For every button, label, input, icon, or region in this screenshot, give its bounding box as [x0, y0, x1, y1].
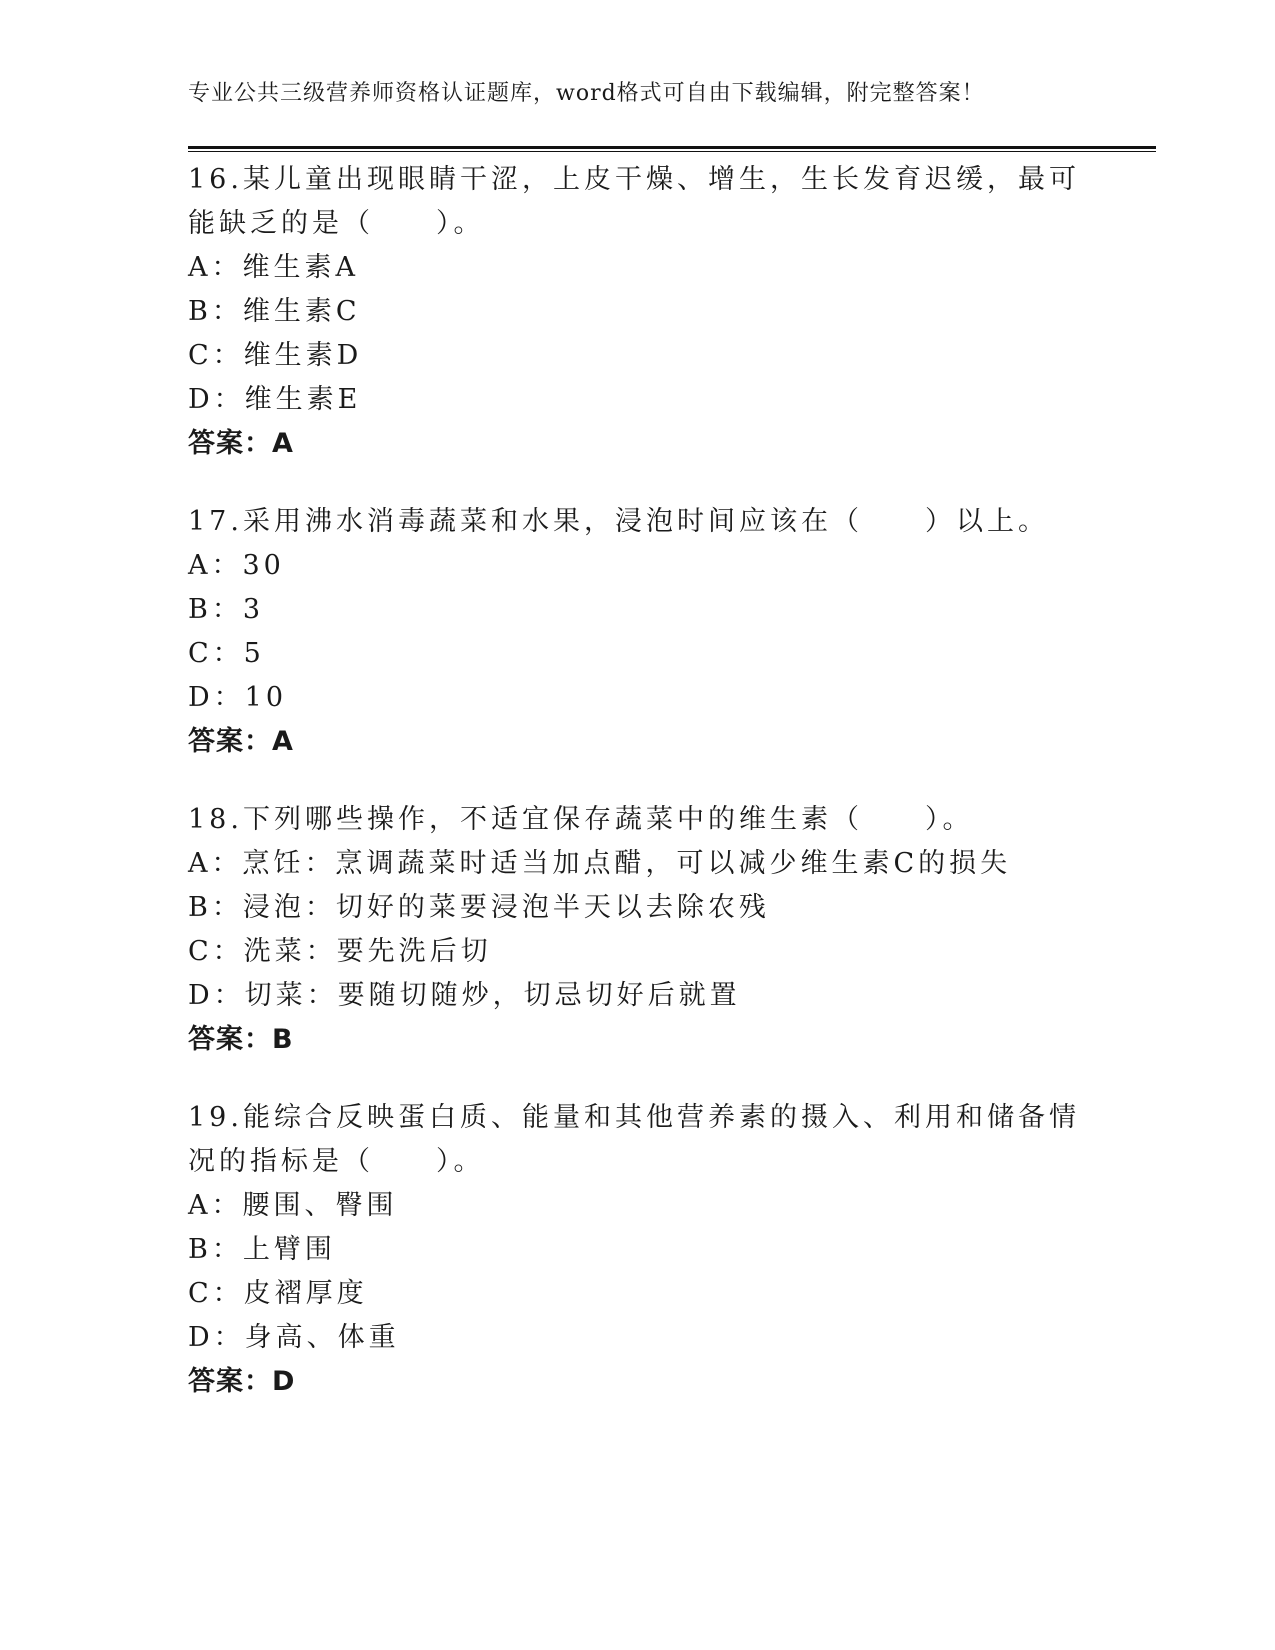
option-b: B：上臂围: [188, 1234, 336, 1265]
option-d: D：维生素E: [188, 384, 362, 415]
option-a: A：维生素A: [188, 252, 359, 283]
question-19: [188, 1096, 1088, 1404]
option-a: A：腰围、臀围: [188, 1190, 398, 1221]
question-stem: 17.采用沸水消毒蔬菜和水果，浸泡时间应该在（ ）以上。: [188, 506, 1049, 537]
option-d: D：身高、体重: [188, 1322, 400, 1353]
option-a: A：30: [188, 550, 285, 581]
option-b: B：3: [188, 594, 265, 625]
header-rule-thin: [188, 151, 1156, 152]
option-c: C：5: [188, 638, 265, 669]
answer-line: 答案：A: [188, 726, 294, 757]
answer-line: 答案：D: [188, 1366, 296, 1397]
question-18: [188, 798, 1088, 1062]
option-a: A：烹饪：烹调蔬菜时适当加点醋，可以减少维生素C的损失: [188, 848, 1012, 879]
header-rule-thick: [188, 146, 1156, 149]
option-b: B：维生素C: [188, 296, 361, 327]
option-d: D：切菜：要随切随炒，切忌切好后就置: [188, 980, 741, 1011]
question-list: [188, 158, 1088, 1438]
option-c: C：皮褶厚度: [188, 1278, 368, 1309]
answer-line: 答案：A: [188, 428, 294, 459]
option-c: C：维生素D: [188, 340, 363, 371]
option-c: C：洗菜：要先洗后切: [188, 936, 492, 967]
document-header: 专业公共三级营养师资格认证题库，word格式可自由下载编辑，附完整答案！: [188, 81, 985, 106]
question-16: [188, 158, 1088, 466]
question-stem: 19.能综合反映蛋白质、能量和其他营养素的摄入、利用和储备情况的指标是（ ）。: [188, 1102, 1080, 1177]
option-d: D：10: [188, 682, 288, 713]
answer-line: 答案：B: [188, 1024, 294, 1055]
question-stem: 16.某儿童出现眼睛干涩，上皮干燥、增生，生长发育迟缓，最可能缺乏的是（ ）。: [188, 164, 1080, 239]
option-b: B：浸泡：切好的菜要浸泡半天以去除农残: [188, 892, 770, 923]
question-17: [188, 500, 1088, 764]
question-stem: 18.下列哪些操作，不适宜保存蔬菜中的维生素（ ）。: [188, 804, 974, 835]
